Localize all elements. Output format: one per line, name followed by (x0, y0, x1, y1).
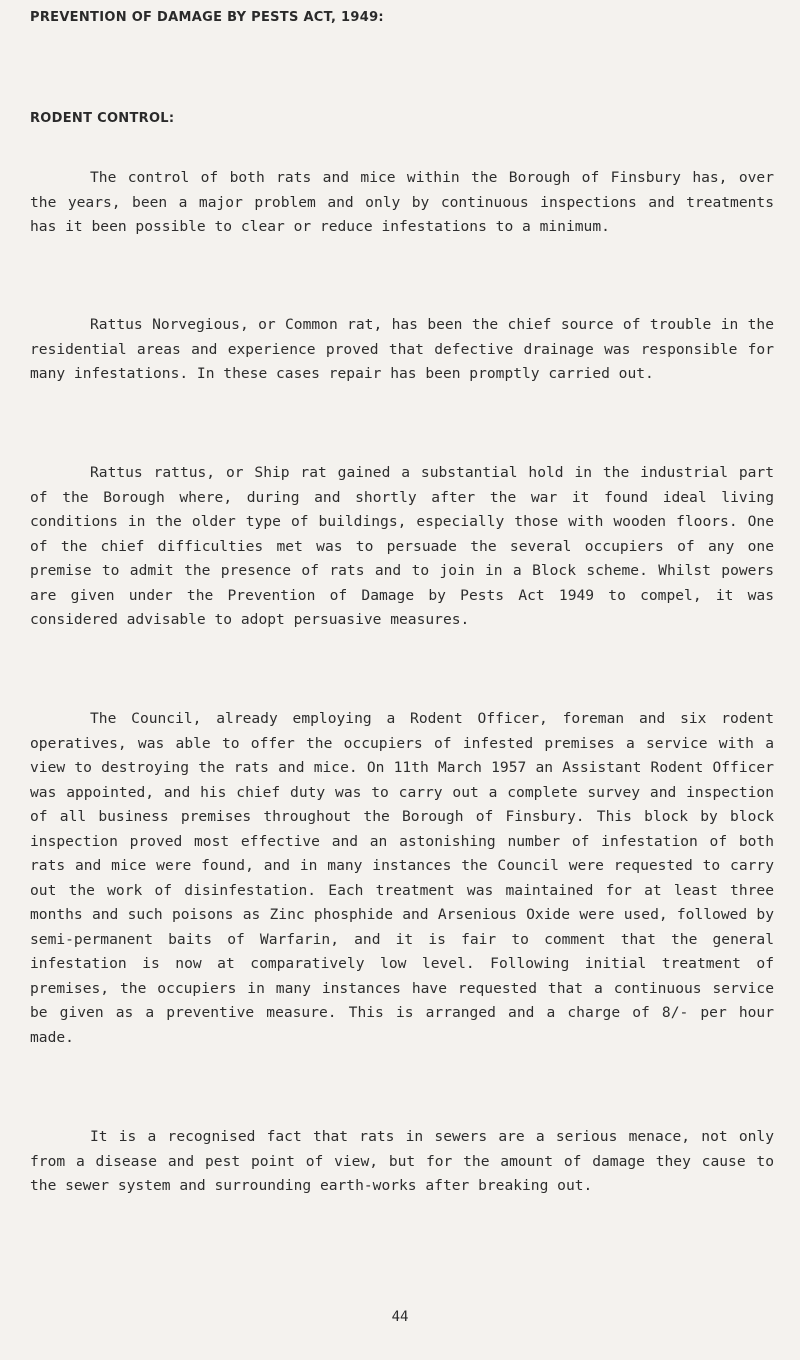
act-heading: PREVENTION OF DAMAGE BY PESTS ACT, 1949: (30, 10, 384, 25)
paragraph-control-overview: The control of both rats and mice within the Borough of Finsbury has, over the years, been a major problem and only by continuous inspections and treatments has it been possible to clear or reduce infestations to a minimum. (30, 169, 774, 235)
paragraph-ship-rat: Rattus rattus, or Ship rat gained a substantial hold in the industrial part of the Borough where, during and shortly after the war it found ideal living conditions in the older type of buildings, especially those with wooden floors. One of the chief difficulties met was to persuade the several occupiers of any one premise to admit the presence of rats and to join in a Block scheme. Whilst powers are given under the Prevention of Damage by Pests Act 1949 to compel, it was considered advisable to adopt persuasive measures. (30, 464, 774, 628)
page-number: 44 (391, 1309, 409, 1325)
paragraph-sewer-rats: It is a recognised fact that rats in sewers are a serious menace, not only from a disease and pest point of view, but for the amount of damage they cause to the sewer system and surrounding earth-works after breaking out. (30, 1128, 774, 1194)
section-heading: RODENT CONTROL: (30, 111, 175, 126)
paragraph-common-rat: Rattus Norvegious, or Common rat, has been the chief source of trouble in the residential areas and experience proved that defective drainage was responsible for many infestations. In these cases repair has been promptly carried out. (30, 316, 774, 382)
paragraph-council-service: The Council, already employing a Rodent Officer, foreman and six rodent operatives, was able to offer the occupiers of infested premises a service with a view to destroying the rats and mice. On 11th March 1957 an Assistant Rodent Officer was appointed, and his chief duty was to carry out a complete survey and inspection of all business premises throughout the Borough of Finsbury. This block by block inspection proved most effective and an astonishing number of infestation of both rats and mice were found, and in many instances the Council were requested to carry out the work of disinfestation. Each treatment was maintained for at least three months and such poisons as Zinc phosphide and Arsenious Oxide were used, followed by semi-permanent baits of Warfarin, and it is fair to comment that the general infestation is now at comparatively low level. Following initial treatment of premises, the occupiers in many instances have requested that a continuous service be given as a preventive measure. This is arranged and a charge of 8/- per hour made. (30, 710, 774, 1046)
